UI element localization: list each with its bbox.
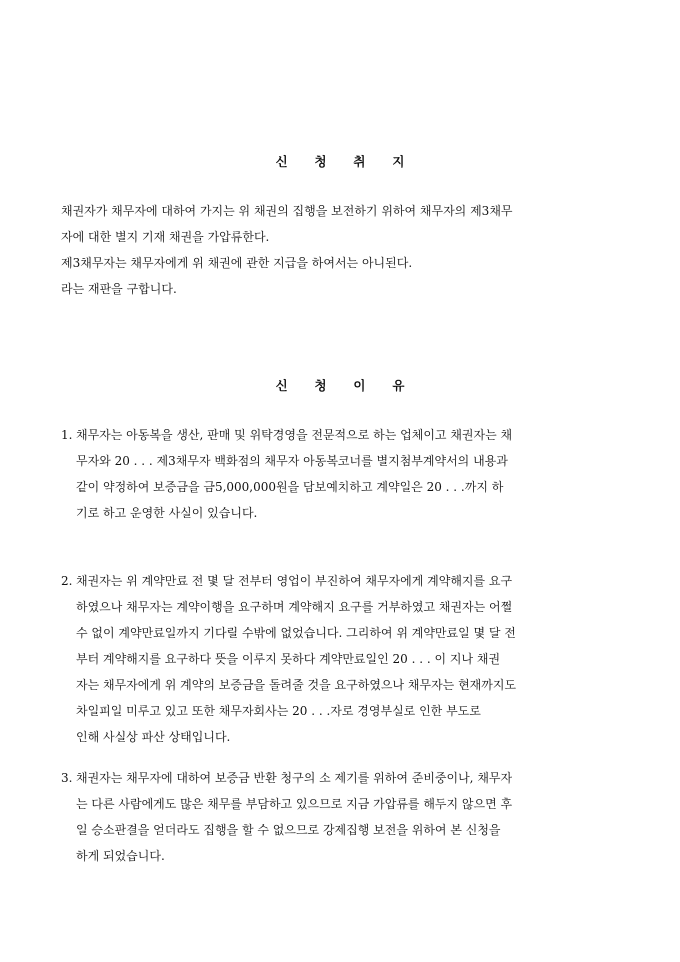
reason-line: 자는 채무자에게 위 계약의 보증금을 돌려줄 것을 요구하였으나 채무자는 현재까지도 bbox=[76, 678, 517, 692]
reason-line: 는 다른 사람에게도 많은 채무를 부담하고 있으므로 지금 가압류를 해두지 않으면 후 bbox=[76, 797, 513, 811]
reason-line: 채무자는 아동복을 생산, 판매 및 위탁경영을 전문적으로 하는 업체이고 채권자는 채 bbox=[76, 428, 513, 442]
reason-number: 3. bbox=[61, 771, 73, 785]
reason-line: 무자와 20 . . . 제3채무자 백화점의 채무자 아동복코너를 별지첨부계약서의 내용과 bbox=[76, 454, 508, 468]
purpose-line: 채권자가 채무자에 대하여 가지는 위 채권의 집행을 보전하기 위하여 채무자의 제3채무 bbox=[61, 204, 513, 218]
reason-line: 기로 하고 운영한 사실이 있습니다. bbox=[76, 506, 258, 520]
reason-line: 수 없이 계약만료일까지 기다릴 수밖에 없었습니다. 그리하여 위 계약만료일 몇 달 전 bbox=[76, 626, 516, 640]
reason-line: 같이 약정하여 보증금을 금5,000,000원을 담보예치하고 계약일은 20 . . .까지 하 bbox=[76, 480, 504, 494]
reason-line: 채권자는 위 계약만료 전 몇 달 전부터 영업이 부진하여 채무자에게 계약해지를 요구 bbox=[76, 574, 513, 588]
reason-line: 부터 계약해지를 요구하다 뜻을 이루지 못하다 계약만료일인 20 . . . 이 지나 채권 bbox=[76, 652, 501, 666]
reason-number: 2. bbox=[61, 574, 73, 588]
purpose-body bbox=[61, 198, 626, 302]
reason-heading: 신 청 이 유 bbox=[275, 378, 416, 393]
reason-line: 인해 사실상 파산 상태입니다. bbox=[76, 730, 231, 744]
purpose-line: 제3채무자는 채무자에게 위 채권에 관한 지급을 하여서는 아니된다. bbox=[61, 256, 413, 270]
reason-line: 일 승소판결을 얻더라도 집행을 할 수 없으므로 강제집행 보전을 위하여 본 신청을 bbox=[76, 823, 501, 837]
reason-line: 차일피일 미루고 있고 또한 채무자회사는 20 . . .자로 경영부실로 인한 부도로 bbox=[76, 704, 481, 718]
reason-line: 하게 되었습니다. bbox=[76, 849, 165, 863]
purpose-heading: 신 청 취 지 bbox=[275, 154, 416, 169]
purpose-line: 라는 재판을 구합니다. bbox=[61, 282, 177, 296]
reason-line: 채권자는 채무자에 대하여 보증금 반환 청구의 소 제기를 위하여 준비중이나, 채무자 bbox=[76, 771, 513, 785]
reason-line: 하였으나 채무자는 계약이행을 요구하며 계약해지 요구를 거부하였고 채권자는 어쩔 bbox=[76, 600, 513, 614]
reason-number: 1. bbox=[61, 428, 73, 442]
purpose-line: 자에 대한 별지 기재 채권을 가압류한다. bbox=[61, 230, 270, 244]
